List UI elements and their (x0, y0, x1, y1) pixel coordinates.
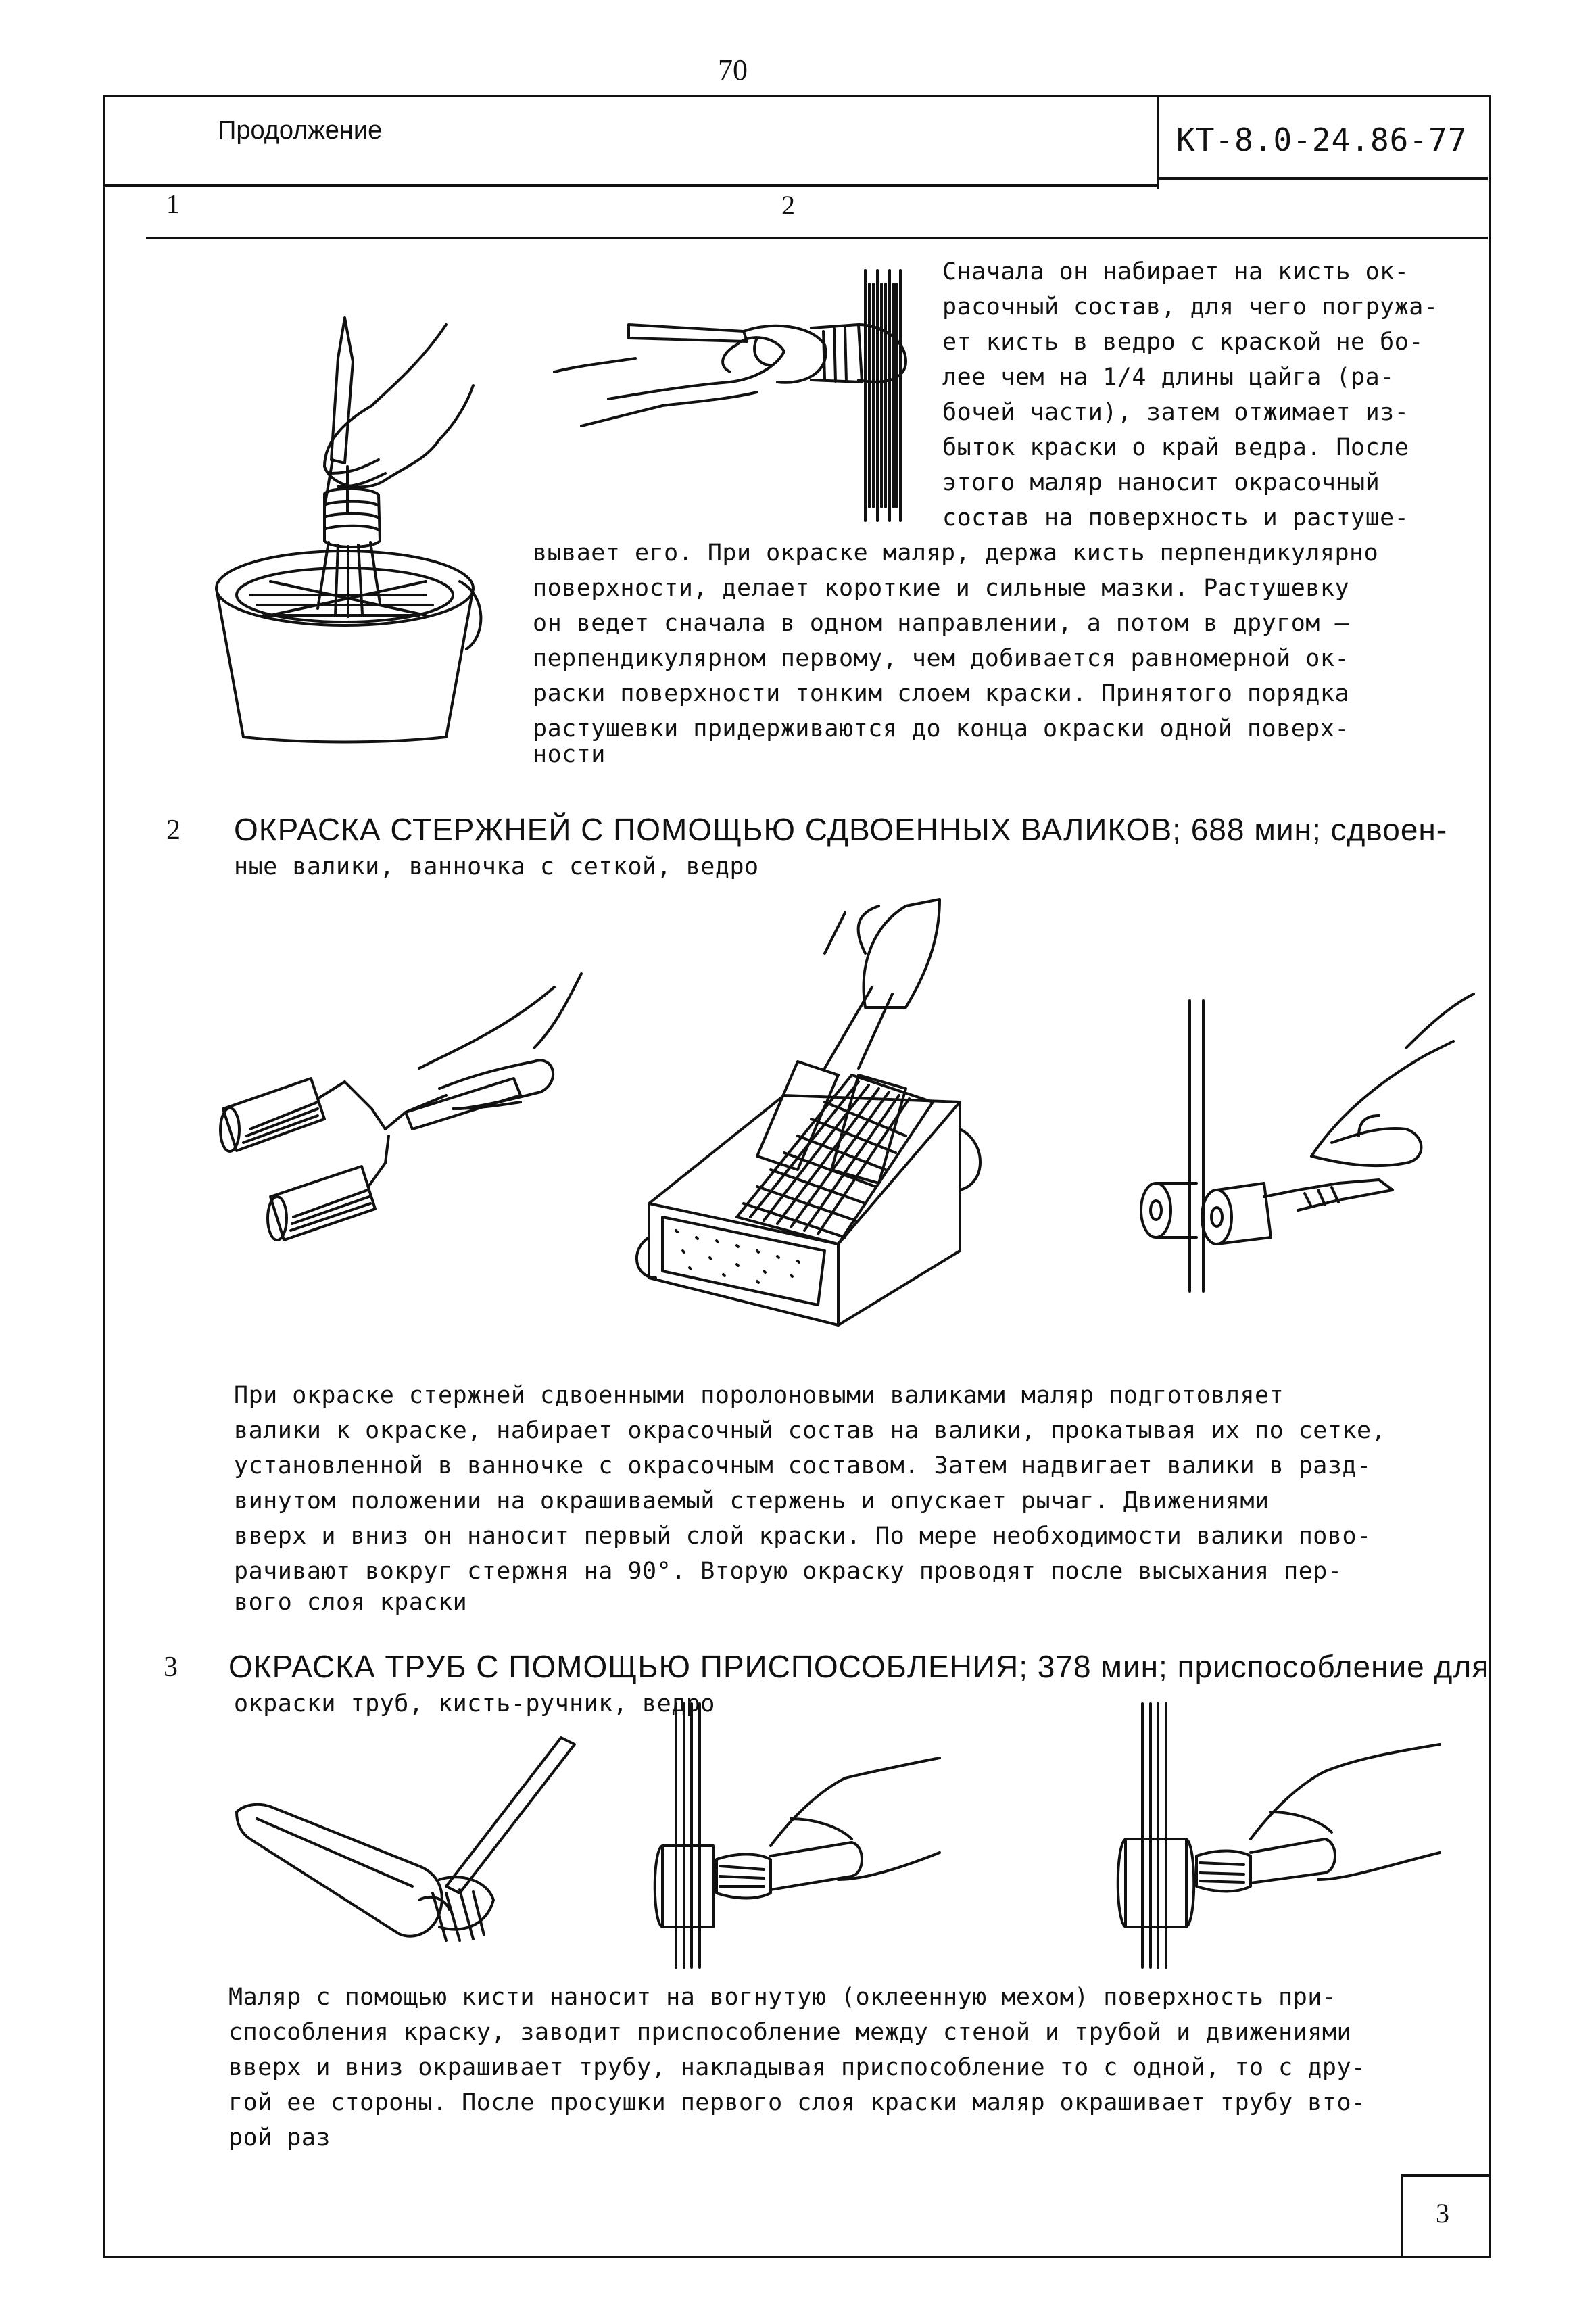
header-divider-horizontal (103, 184, 1159, 187)
section3-subtitle: окраски труб, кисть-ручник, ведро (234, 1690, 715, 1717)
section3-line: гой ее стороны. После просушки первого слоя краски маляр окрашивает трубу вто- (228, 2089, 1366, 2116)
section1-line: растушевки придерживаются до конца окраски одной поверх- (533, 715, 1350, 742)
section3-line: Маляр с помощью кисти наносит на вогнутую (оклеенную мехом) поверхность при- (228, 1984, 1337, 2011)
section1-line: он ведет сначала в одном направлении, а потом в другом – (533, 610, 1350, 637)
section1-line: ет кисть в ведро с краской не бо- (942, 329, 1424, 356)
roller-tray-with-mesh-illustration (622, 899, 1000, 1339)
double-roller-illustration (216, 974, 595, 1278)
section3-line: способления краску, заводит приспособление между стеной и трубой и движениями (228, 2019, 1352, 2046)
section1-line: раски поверхности тонким слоем краски. Принятого порядка (533, 680, 1350, 707)
section2-title: ОКРАСКА СТЕРЖНЕЙ С ПОМОЩЬЮ СДВОЕННЫХ ВАЛИКОВ; 688 мин; сдвоен- (234, 812, 1448, 847)
section2-line: вверх и вниз он наносит первый слой краски. По мере необходимости валики пово- (234, 1523, 1372, 1550)
section3-line: вверх и вниз окрашивает трубу, накладывая приспособление то с одной, то с дру- (228, 2054, 1366, 2081)
section1-line: вывает его. При окраске маляр, держа кисть перпендикулярно (533, 540, 1379, 567)
doc-code: КТ-8.0-24.86-77 (1176, 122, 1468, 158)
section1-line: этого маляр наносит окрасочный (942, 469, 1380, 496)
section1-line: перпендикулярном первому, чем добивается равномерной ок- (533, 645, 1350, 672)
sheet-number: 3 (1436, 2198, 1449, 2228)
header-divider-vertical (1157, 95, 1159, 189)
column-label-1: 1 (166, 189, 180, 219)
section2-line: валики к окраске, набирает окрасочный состав на валики, прокатывая их по сетке, (234, 1417, 1386, 1444)
column-header-rule (146, 237, 1488, 239)
brush-squeeze-illustration (554, 264, 933, 521)
section2-line: вого слоя краски (234, 1589, 468, 1616)
section2-line: рачивают вокруг стержня на 90°. Вторую окраску проводят после высыхания пер- (234, 1558, 1343, 1585)
section1-line: бочей части), затем отжимает из- (942, 399, 1409, 426)
section1-line: лее чем на 1/4 длины цайга (ра- (942, 364, 1395, 391)
section2-line: установленной в ванночке с окрасочным составом. Затем надвигает валики в разд- (234, 1452, 1372, 1479)
section1-line: Сначала он набирает на кисть ок- (942, 258, 1409, 285)
section1-line: быток краски о край ведра. После (942, 434, 1409, 461)
section3-title: ОКРАСКА ТРУБ С ПОМОЩЬЮ ПРИСПОСОБЛЕНИЯ; 378 мин; приспособление для (228, 1649, 1490, 1684)
section3-line: рой раз (228, 2124, 331, 2151)
code-box-bottom (1157, 177, 1488, 180)
section2-subtitle: ные валики, ванночка с сеткой, ведро (234, 853, 759, 880)
section1-line: ности (533, 741, 606, 768)
section2-line: винутом положении на окрашиваемый стержень и опускает рычаг. Движениями (234, 1487, 1269, 1514)
section1-line: расочный состав, для чего погружа- (942, 293, 1438, 320)
section1-line: состав на поверхность и растуше- (942, 504, 1409, 531)
section2-line: При окраске стержней сдвоенными поролоновыми валиками маляр подготовляет (234, 1382, 1284, 1409)
continuation-label: Продолжение (218, 116, 383, 145)
column-label-2: 2 (781, 190, 795, 220)
device-on-pipe-illustration-2 (1102, 1704, 1440, 1967)
page-number: 70 (718, 53, 748, 87)
section3-number: 3 (164, 1652, 178, 1683)
roller-on-rod-illustration (1136, 994, 1487, 1291)
section1-line: поверхности, делает короткие и сильные мазки. Растушевку (533, 575, 1350, 602)
section2-number: 2 (166, 815, 180, 846)
brush-loading-device-illustration (237, 1724, 602, 1954)
brush-in-bucket-illustration (203, 297, 487, 744)
device-on-pipe-illustration-1 (635, 1704, 940, 1967)
